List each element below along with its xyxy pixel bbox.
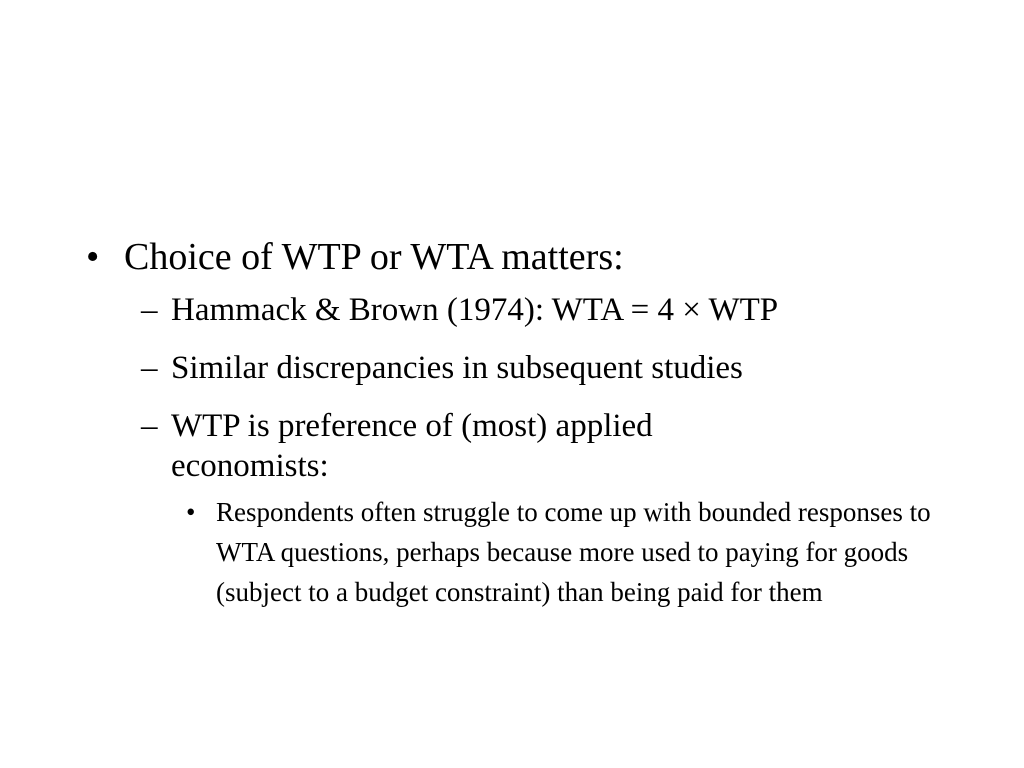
bullet-level-2	[141, 290, 986, 330]
bullet-text: Hammack & Brown (1974): WTA = 4 × WTP	[171, 292, 779, 328]
dash-marker: –	[141, 408, 158, 444]
bullet-level-2	[141, 348, 986, 388]
bullet-level-1	[86, 234, 986, 280]
bullet-text: Similar discrepancies in subsequent studies	[171, 350, 743, 386]
dash-marker: –	[141, 292, 158, 328]
bullet-text: Respondents often struggle to come up with bounded responses to WTA questions, perhaps because more used to paying for goods (subject to a budget constraint) than being paid for them	[216, 497, 931, 607]
bullet-marker: •	[186, 497, 196, 527]
dash-marker: –	[141, 350, 158, 386]
bullet-text: WTP is preference of (most) applied economists:	[171, 408, 653, 484]
bullet-level-3	[186, 492, 986, 612]
bullet-level-2	[141, 406, 986, 486]
bullet-marker: •	[86, 236, 100, 278]
bullet-text: Choice of WTP or WTA matters:	[124, 236, 624, 278]
slide-body	[86, 234, 986, 612]
